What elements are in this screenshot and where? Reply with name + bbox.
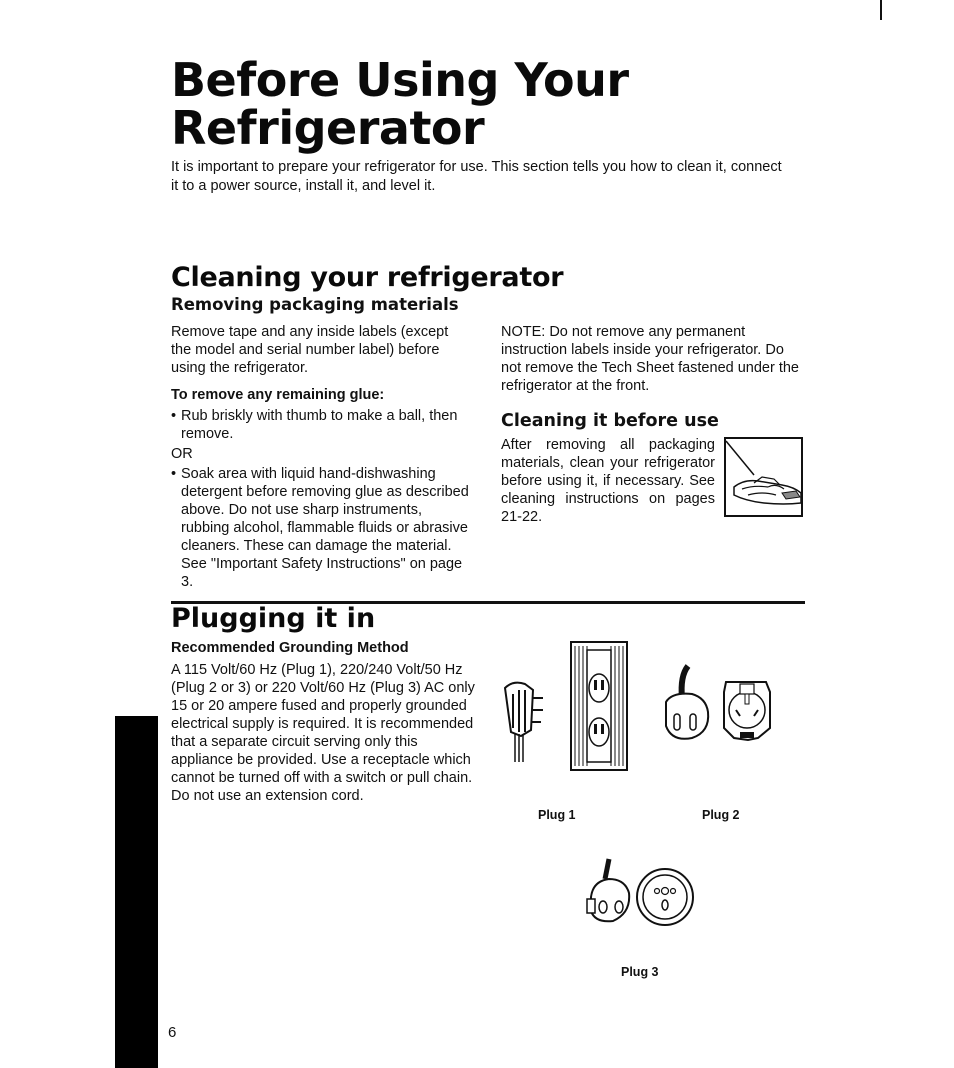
cleaning-left-column bbox=[171, 323, 471, 591]
plug1-caption: Plug 1 bbox=[538, 808, 576, 822]
removing-packaging-heading: Removing packaging materials bbox=[171, 295, 459, 314]
cleaning-before-use-text: After removing all packaging materials, clean your refrigerator before using it, if necessary. See cleaning instructions on pages 21-22. bbox=[501, 437, 715, 525]
wiping-hand-icon bbox=[724, 437, 803, 517]
page-title-line2: Refrigerator bbox=[171, 101, 485, 155]
plugging-heading: Plugging it in bbox=[171, 603, 376, 634]
page-title-line1: Before Using Your bbox=[171, 53, 629, 107]
cleaning-before-use-heading: Cleaning it before use bbox=[501, 411, 719, 431]
note-text: NOTE: Do not remove any permanent instruction labels inside your refrigerator. Do not remove the Tech Sheet fastened under the refrigerator at the front. bbox=[501, 324, 799, 394]
cleaning-right-column bbox=[501, 323, 806, 395]
page-title bbox=[171, 53, 629, 155]
grounding-text: A 115 Volt/60 Hz (Plug 1), 220/240 Volt/50 Hz (Plug 2 or 3) or 220 Volt/60 Hz (Plug 3) AC only 15 or 20 ampere fused and properly grounded electrical supply is required. It is recommended that a separate circuit serving only this appliance be provided. Use a receptacle which cannot be turned off with a switch or pull chain. Do not use an extension cord. bbox=[171, 662, 475, 804]
wiping-illustration bbox=[724, 437, 803, 517]
bullet-dot: • bbox=[171, 466, 177, 482]
bullet-rub bbox=[171, 407, 471, 443]
corner-mark bbox=[880, 0, 882, 20]
plug2-caption: Plug 2 bbox=[702, 808, 740, 822]
plug1-outlet-icon bbox=[503, 638, 633, 773]
page-number: 6 bbox=[168, 1024, 177, 1041]
or-label: OR bbox=[171, 446, 193, 462]
plug3-icon bbox=[585, 857, 700, 937]
bullet-rub-text: Rub briskly with thumb to make a ball, then remove. bbox=[181, 408, 458, 442]
removing-text: Remove tape and any inside labels (except the model and serial number label) before using the refrigerator. bbox=[171, 324, 449, 376]
plug3-caption: Plug 3 bbox=[621, 965, 659, 979]
section-tab-marker bbox=[115, 716, 158, 1068]
bullet-soak bbox=[171, 465, 471, 591]
intro-paragraph: It is important to prepare your refrigerator for use. This section tells you how to clean it, connect it to a power source, install it, and level it. bbox=[171, 159, 782, 194]
bullet-soak-text: Soak area with liquid hand-dishwashing detergent before removing glue as described above. Do not use sharp instruments, rubbing alcohol, flammable fluids or abrasive cleaners. These can damage the material. See "Important Safety Instructions" on page 3. bbox=[181, 466, 469, 590]
plug2-icon bbox=[658, 662, 778, 752]
cleaning-heading: Cleaning your refrigerator bbox=[171, 262, 564, 293]
bullet-dot: • bbox=[171, 408, 177, 424]
glue-heading: To remove any remaining glue: bbox=[171, 387, 385, 403]
grounding-heading: Recommended Grounding Method bbox=[171, 640, 409, 656]
